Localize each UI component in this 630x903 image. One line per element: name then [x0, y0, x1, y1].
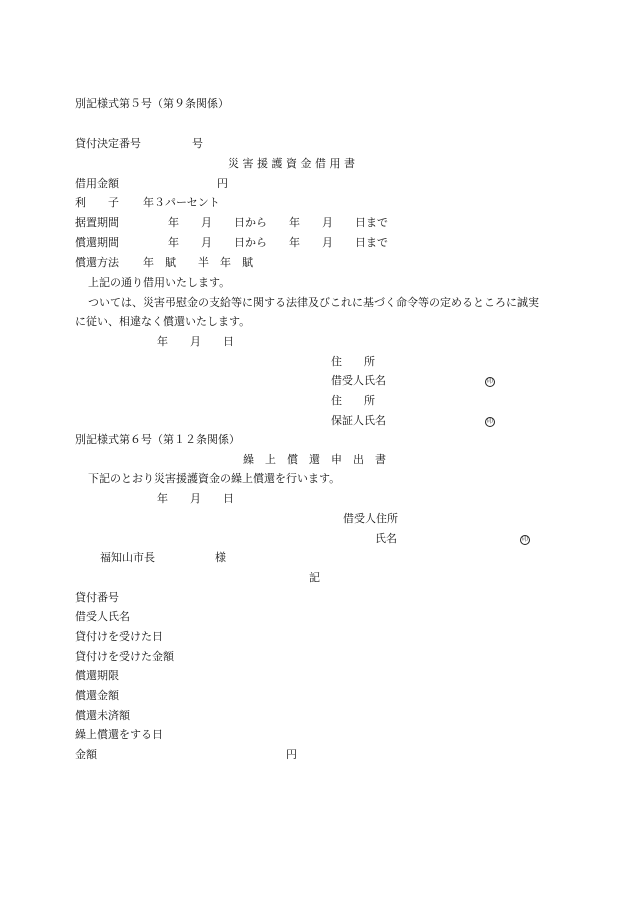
form5-paragraph-2-line-2: に従い、相違なく償還いたします。 [75, 315, 251, 328]
form5-date: 年 月 日 [157, 335, 234, 348]
repayment-method-value: 年 賦 半 年 賦 [143, 256, 253, 269]
borrower-address-label: 借受人住所 [343, 512, 398, 525]
interest-label: 利 子 [75, 196, 119, 209]
borrow-amount-label: 借用金額 [75, 177, 119, 190]
seal-mark-guarantor: 印 [486, 418, 493, 425]
item-amount: 金額 [75, 748, 97, 761]
borrower-name-label: 借受人氏名 [331, 374, 386, 387]
item-loan-number: 貸付番号 [75, 591, 119, 604]
seal-mark-borrower: 印 [486, 378, 493, 385]
form6-title: 繰 上 償 還 申 出 書 [243, 453, 386, 466]
address-label-borrower: 住 所 [331, 355, 375, 368]
addressee: 福知山市長 [100, 551, 155, 564]
grace-period-label: 据置期間 [75, 216, 119, 229]
repayment-period-label: 償還期間 [75, 236, 119, 249]
form5-header: 別記様式第５号（第９条関係） [75, 97, 229, 110]
borrower-name-label-form6: 氏名 [375, 532, 397, 545]
item-loan-amount: 貸付けを受けた金額 [75, 650, 174, 663]
amount-unit: 円 [286, 748, 297, 761]
repayment-method-label: 償還方法 [75, 256, 119, 269]
seal-mark-form6: 印 [521, 536, 528, 543]
guarantor-name-label: 保証人氏名 [331, 414, 386, 427]
loan-decision-number-suffix: 号 [192, 137, 203, 150]
item-borrower-name: 借受人氏名 [75, 610, 130, 623]
form5-title: 災 害 援 護 資 金 借 用 書 [228, 157, 355, 170]
form6-header: 別記様式第６号（第１２条関係） [75, 433, 240, 446]
item-early-repayment-date: 繰上償還をする日 [75, 728, 163, 741]
form6-intro: 下記のとおり災害援護資金の繰上償還を行います。 [88, 472, 341, 485]
loan-decision-number-label: 貸付決定番号 [75, 137, 141, 150]
item-loan-date: 貸付けを受けた日 [75, 630, 163, 643]
repayment-period-value: 年 月 日から 年 月 日まで [168, 236, 388, 249]
address-label-guarantor: 住 所 [331, 394, 375, 407]
borrow-amount-unit: 円 [217, 177, 228, 190]
form6-date: 年 月 日 [157, 492, 234, 505]
form5-paragraph-2-line-1: ついては、災害弔慰金の支給等に関する法律及びこれに基づく命令等の定めるところに誠実 [88, 296, 539, 309]
item-repayment-deadline: 償還期限 [75, 669, 119, 682]
ki-heading: 記 [309, 571, 320, 584]
item-repayment-amount: 償還金額 [75, 689, 119, 702]
grace-period-value: 年 月 日から 年 月 日まで [168, 216, 388, 229]
form5-paragraph-1: 上記の通り借用いたします。 [88, 276, 231, 289]
interest-value: 年３パーセント [143, 196, 220, 209]
item-outstanding-balance: 償還未済額 [75, 709, 130, 722]
addressee-suffix: 様 [215, 551, 226, 564]
